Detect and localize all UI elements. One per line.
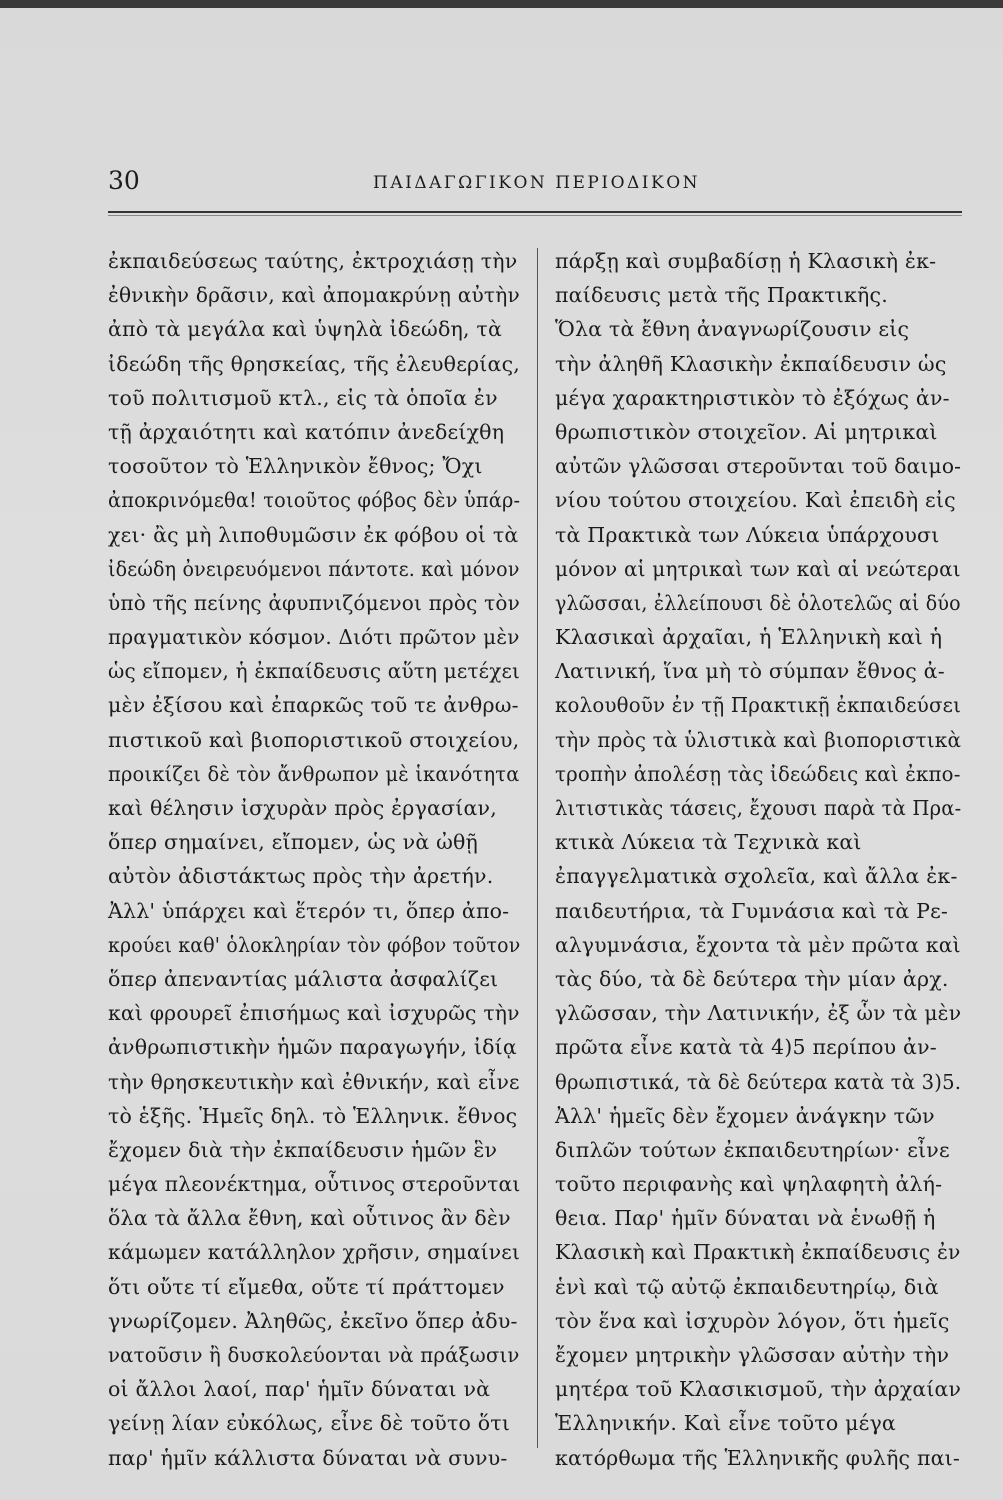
text-line: γνωρίζομεν. Ἀληθῶς, ἐκεῖνο ὅπερ ἀδυ-: [108, 1308, 518, 1333]
text-line: γλῶσσαν, τὴν Λατινικήν, ἐξ ὧν τὰ μὲν: [555, 1001, 962, 1026]
text-line: πάρξῃ καὶ συμβαδίσῃ ἡ Κλασικὴ ἐκ-: [555, 249, 937, 273]
text-line: τὴν πρὸς τὰ ὑλιστικὰ καὶ βιοποριστικὰ: [555, 727, 962, 752]
text-line: θεια. Παρ' ἡμῖν δύναται νὰ ἑνωθῇ ἡ: [555, 1206, 936, 1231]
text-line: λιτιστικὰς τάσεις, ἔχουσι παρὰ τὰ Πρα-: [555, 796, 962, 820]
right-text-column: [555, 244, 961, 1475]
text-line: ἔχομεν διὰ τὴν ἐκπαίδευσιν ἡμῶν ἓν: [108, 1137, 498, 1162]
text-line: καὶ φρουρεῖ ἐπισήμως καὶ ἰσχυρῶς τὴν: [108, 1001, 520, 1026]
text-line: αὐτῶν γλῶσσαι στεροῦνται τοῦ δαιμο-: [555, 454, 962, 479]
column-divider: [537, 248, 538, 1448]
text-line: τοῦτο περιφανὴς καὶ ψηλαφητὴ ἀλή-: [555, 1172, 943, 1197]
running-title: ΠΑΙΔΑΓΩΓΙΚΟΝ ΠΕΡΙΟΔΙΚΟΝ: [373, 173, 701, 193]
text-line: τὴν ἀληθῆ Κλασικὴν ἐκπαίδευσιν ὡς: [555, 351, 947, 376]
text-line: αὐτὸν ἀδιστάκτως πρὸς τὴν ἀρετήν.: [108, 864, 494, 889]
text-line: μόνον αἱ μητρικαὶ των καὶ αἱ νεώτεραι: [555, 556, 961, 581]
header-rule-thin: [108, 215, 962, 216]
text-line: τὸ ἑξῆς. Ἡμεῖς δηλ. τὸ Ἑλληνικ. ἔθνος: [108, 1103, 518, 1128]
text-line: οἱ ἄλλοι λαοί, παρ' ἡμῖν δύναται νὰ: [108, 1377, 491, 1402]
text-line: μὲν ἐξίσου καὶ ἐπαρκῶς τοῦ τε ἀνθρω-: [108, 693, 519, 718]
text-line: νίου τούτου στοιχείου. Καὶ ἐπειδὴ εἰς: [555, 488, 956, 513]
text-line: ὅπερ σημαίνει, εἴπομεν, ὡς νὰ ὠθῇ: [108, 830, 479, 855]
text-line: γλῶσσαι, ἐλλείπουσι δὲ ὁλοτελῶς αἱ δύο: [555, 590, 961, 615]
text-line: Ὅλα τὰ ἔθνη ἀναγνωρίζουσιν εἰς: [555, 317, 910, 342]
text-line: ἐθνικὴν δρᾶσιν, καὶ ἀπομακρύνῃ αὐτὴν: [108, 283, 520, 308]
text-line: γείνῃ λίαν εὐκόλως, εἶνε δὲ τοῦτο ὅτι: [108, 1411, 511, 1436]
text-line: αλγυμνάσια, ἔχοντα τὰ μὲν πρῶτα καὶ: [555, 932, 961, 957]
text-line: κάμωμεν κατάλληλον χρῆσιν, σημαίνει: [108, 1240, 521, 1265]
text-line: ἐπαγγελματικὰ σχολεῖα, καὶ ἄλλα ἐκ-: [555, 864, 958, 889]
text-line: κολουθοῦν ἐν τῇ Πρακτικῇ ἐκπαιδεύσει: [555, 693, 962, 718]
text-line: ἰδεώδη τῆς θρησκείας, τῆς ἐλευθερίας,: [108, 351, 520, 376]
text-line: Ἑλληνικήν. Καὶ εἶνε τοῦτο μέγα: [555, 1411, 896, 1436]
text-line: χει· ἂς μὴ λιποθυμῶσιν ἐκ φόβου οἱ τὰ: [108, 522, 519, 547]
text-line: μέγα χαρακτηριστικὸν τὸ ἐξόχως ἀν-: [555, 385, 950, 410]
text-line: τὰς δύο, τὰ δὲ δεύτερα τὴν μίαν ἀρχ.: [555, 966, 949, 991]
text-line: μέγα πλεονέκτημα, οὗτινος στεροῦνται: [108, 1172, 521, 1197]
header-rule: [108, 211, 962, 213]
page-header: [108, 166, 968, 206]
text-line: Ἀλλ' ἡμεῖς δὲν ἔχομεν ἀνάγκην τῶν: [555, 1103, 935, 1128]
text-line: παρ' ἡμῖν κάλλιστα δύναται νὰ συνυ-: [108, 1445, 508, 1470]
text-line: πιστικοῦ καὶ βιοποριστικοῦ στοιχείου,: [108, 727, 520, 752]
text-line: ἀποκρινόμεθα! τοιοῦτος φόβος δὲν ὑπάρ-: [108, 488, 521, 513]
text-line: ὅλα τὰ ἄλλα ἔθνη, καὶ οὗτινος ἂν δὲν: [108, 1206, 511, 1231]
text-line: τροπὴν ἀπολέσῃ τὰς ἰδεώδεις καὶ ἐκπο-: [555, 761, 961, 786]
text-line: τὸν ἕνα καὶ ἰσχυρὸν λόγον, ὅτι ἡμεῖς: [555, 1308, 950, 1333]
text-line: παίδευσις μετὰ τῆς Πρακτικῆς.: [555, 283, 888, 308]
text-line: ἀνθρωπιστικὴν ἡμῶν παραγωγήν, ἰδίᾳ: [108, 1035, 517, 1060]
text-line: τὴν θρησκευτικὴν καὶ ἐθνικήν, καὶ εἶνε: [108, 1069, 520, 1094]
left-text-column: [108, 244, 520, 1475]
text-line: πραγματικὸν κόσμον. Διότι πρῶτον μὲν: [108, 625, 520, 650]
text-line: διπλῶν τούτων ἐκπαιδευτηρίων· εἶνε: [555, 1137, 950, 1162]
text-line: ὅτι οὔτε τί εἴμεθα, οὔτε τί πράττομεν: [108, 1274, 505, 1299]
text-line: μητέρα τοῦ Κλασικισμοῦ, τὴν ἀρχαίαν: [555, 1377, 962, 1402]
text-line: ὅπερ ἀπεναντίας μάλιστα ἀσφαλίζει: [108, 966, 499, 991]
text-line: ὡς εἴπομεν, ἡ ἐκπαίδευσις αὕτη μετέχει: [108, 659, 521, 684]
text-line: Ἀλλ' ὑπάρχει καὶ ἕτερόν τι, ὅπερ ἀπο-: [108, 898, 510, 923]
text-line: θρωπιστικὸν στοιχεῖον. Αἱ μητρικαὶ: [555, 419, 938, 444]
text-line: τοῦ πολιτισμοῦ κτλ., εἰς τὰ ὁποῖα ἐν: [108, 385, 498, 410]
text-line: καὶ θέλησιν ἰσχυρὰν πρὸς ἐργασίαν,: [108, 796, 497, 820]
text-line: κρούει καθ' ὁλοκληρίαν τὸν φόβον τοῦτον: [108, 932, 521, 957]
text-line: τὰ Πρακτικὰ των Λύκεια ὑπάρχουσι: [555, 522, 940, 547]
text-line: προικίζει δὲ τὸν ἄνθρωπον μὲ ἱκανότητα: [108, 761, 520, 786]
text-line: θρωπιστικά, τὰ δὲ δεύτερα κατὰ τὰ 3)5.: [555, 1069, 962, 1094]
text-line: Κλασικαὶ ἀρχαῖαι, ἡ Ἑλληνικὴ καὶ ἡ: [555, 625, 943, 650]
text-line: τῇ ἀρχαιότητι καὶ κατόπιν ἀνεδείχθη: [108, 419, 505, 444]
text-line: Κλασικὴ καὶ Πρακτικὴ ἐκπαίδευσις ἐν: [555, 1240, 961, 1265]
text-line: νατοῦσιν ἢ δυσκολεύονται νὰ πράξωσιν: [108, 1343, 520, 1367]
text-line: τοσοῦτον τὸ Ἑλληνικὸν ἔθνος; Ὄχι: [108, 454, 483, 479]
page-number: 30: [108, 166, 140, 195]
text-line: κατόρθωμα τῆς Ἑλληνικῆς φυλῆς παι-: [555, 1445, 961, 1470]
text-line: κτικὰ Λύκεια τὰ Τεχνικὰ καὶ: [555, 830, 862, 855]
text-line: ἑνὶ καὶ τῷ αὐτῷ ἐκπαιδευτηρίῳ, διὰ: [555, 1274, 939, 1299]
text-line: πρῶτα εἶνε κατὰ τὰ 4)5 περίπου ἀν-: [555, 1035, 937, 1060]
text-line: ἰδεώδη ὀνειρευόμενοι πάντοτε. καὶ μόνον: [108, 556, 520, 581]
text-line: Λατινική, ἵνα μὴ τὸ σύμπαν ἔθνος ἀ-: [555, 659, 945, 684]
text-line: παιδευτήρια, τὰ Γυμνάσια καὶ τὰ Ρε-: [555, 898, 949, 923]
text-line: ὑπὸ τῆς πείνης ἀφυπνιζόμενοι πρὸς τὸν: [108, 590, 520, 615]
text-line: ἀπὸ τὰ μεγάλα καὶ ὑψηλὰ ἰδεώδη, τὰ: [108, 317, 503, 342]
text-line: ἔχομεν μητρικὴν γλῶσσαν αὐτὴν τὴν: [555, 1343, 950, 1367]
page-top-edge: [0, 0, 1003, 8]
text-line: ἐκπαιδεύσεως ταύτης, ἐκτροχιάσῃ τὴν: [108, 249, 518, 273]
